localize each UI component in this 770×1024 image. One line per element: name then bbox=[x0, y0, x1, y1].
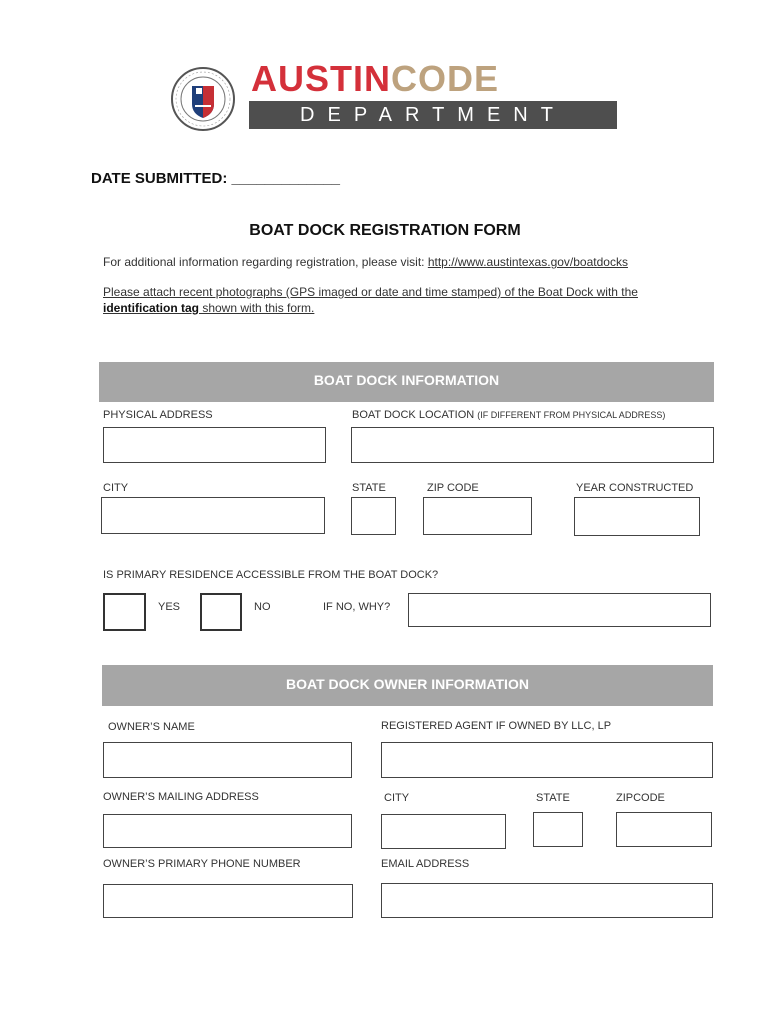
date-submitted: DATE SUBMITTED: _____________ bbox=[91, 170, 340, 187]
city-seal-icon bbox=[170, 66, 236, 132]
yes-checkbox[interactable] bbox=[103, 593, 146, 631]
logo-department: DEPARTMENT bbox=[249, 101, 617, 129]
phone-field[interactable] bbox=[103, 884, 353, 918]
year-constructed-label: YEAR CONSTRUCTED bbox=[576, 482, 694, 494]
phone-label: OWNER’S PRIMARY PHONE NUMBER bbox=[103, 858, 301, 870]
no-checkbox[interactable] bbox=[200, 593, 242, 631]
owner-name-field[interactable] bbox=[103, 742, 352, 778]
residence-question: IS PRIMARY RESIDENCE ACCESSIBLE FROM THE BOAT DOCK? bbox=[103, 569, 439, 581]
mailing-address-label: OWNER’S MAILING ADDRESS bbox=[103, 791, 259, 803]
logo-wordmark: AUSTINCODE bbox=[251, 58, 500, 99]
boatdocks-link[interactable]: http://www.austintexas.gov/boatdocks bbox=[427, 255, 628, 269]
owner-name-label: OWNER’S NAME bbox=[108, 721, 195, 733]
physical-address-field[interactable] bbox=[103, 427, 326, 463]
owner-state-field[interactable] bbox=[533, 812, 583, 847]
city-label: CITY bbox=[103, 482, 129, 494]
if-no-why-label: IF NO, WHY? bbox=[323, 601, 391, 613]
owner-zipcode-label: ZIPCODE bbox=[616, 792, 665, 804]
if-no-why-field[interactable] bbox=[408, 593, 711, 627]
dock-location-label: BOAT DOCK LOCATION (IF DIFFERENT FROM PHYSICAL ADDRESS) bbox=[352, 409, 666, 421]
no-label: NO bbox=[254, 601, 271, 613]
owner-state-label: STATE bbox=[536, 792, 570, 804]
registered-agent-label: REGISTERED AGENT IF OWNED BY LLC, LP bbox=[381, 720, 612, 732]
owner-info-header: BOAT DOCK OWNER INFORMATION bbox=[102, 665, 713, 706]
zip-code-field[interactable] bbox=[423, 497, 532, 535]
email-field[interactable] bbox=[381, 883, 713, 918]
state-label: STATE bbox=[352, 482, 386, 494]
yes-label: YES bbox=[158, 601, 181, 613]
email-label: EMAIL ADDRESS bbox=[381, 858, 470, 870]
owner-zipcode-field[interactable] bbox=[616, 812, 712, 847]
boat-dock-info-header: BOAT DOCK INFORMATION bbox=[99, 362, 714, 402]
owner-city-field[interactable] bbox=[381, 814, 506, 849]
state-field[interactable] bbox=[351, 497, 396, 535]
attach-instructions: Please attach recent photographs (GPS imaged or date and time stamped) of the Boat Dock with the identification tag shown with this form. bbox=[103, 285, 638, 315]
year-constructed-field[interactable] bbox=[574, 497, 700, 536]
owner-city-label: CITY bbox=[384, 792, 410, 804]
physical-address-label: PHYSICAL ADDRESS bbox=[103, 409, 213, 421]
dock-location-field[interactable] bbox=[351, 427, 714, 463]
form-title: BOAT DOCK REGISTRATION FORM bbox=[249, 222, 521, 239]
mailing-address-field[interactable] bbox=[103, 814, 352, 848]
zip-code-label: ZIP CODE bbox=[427, 482, 479, 494]
info-line: For additional information regarding registration, please visit: http://www.austintexas.gov/boatdocks bbox=[103, 255, 628, 269]
registered-agent-field[interactable] bbox=[381, 742, 713, 778]
city-field[interactable] bbox=[101, 497, 325, 534]
